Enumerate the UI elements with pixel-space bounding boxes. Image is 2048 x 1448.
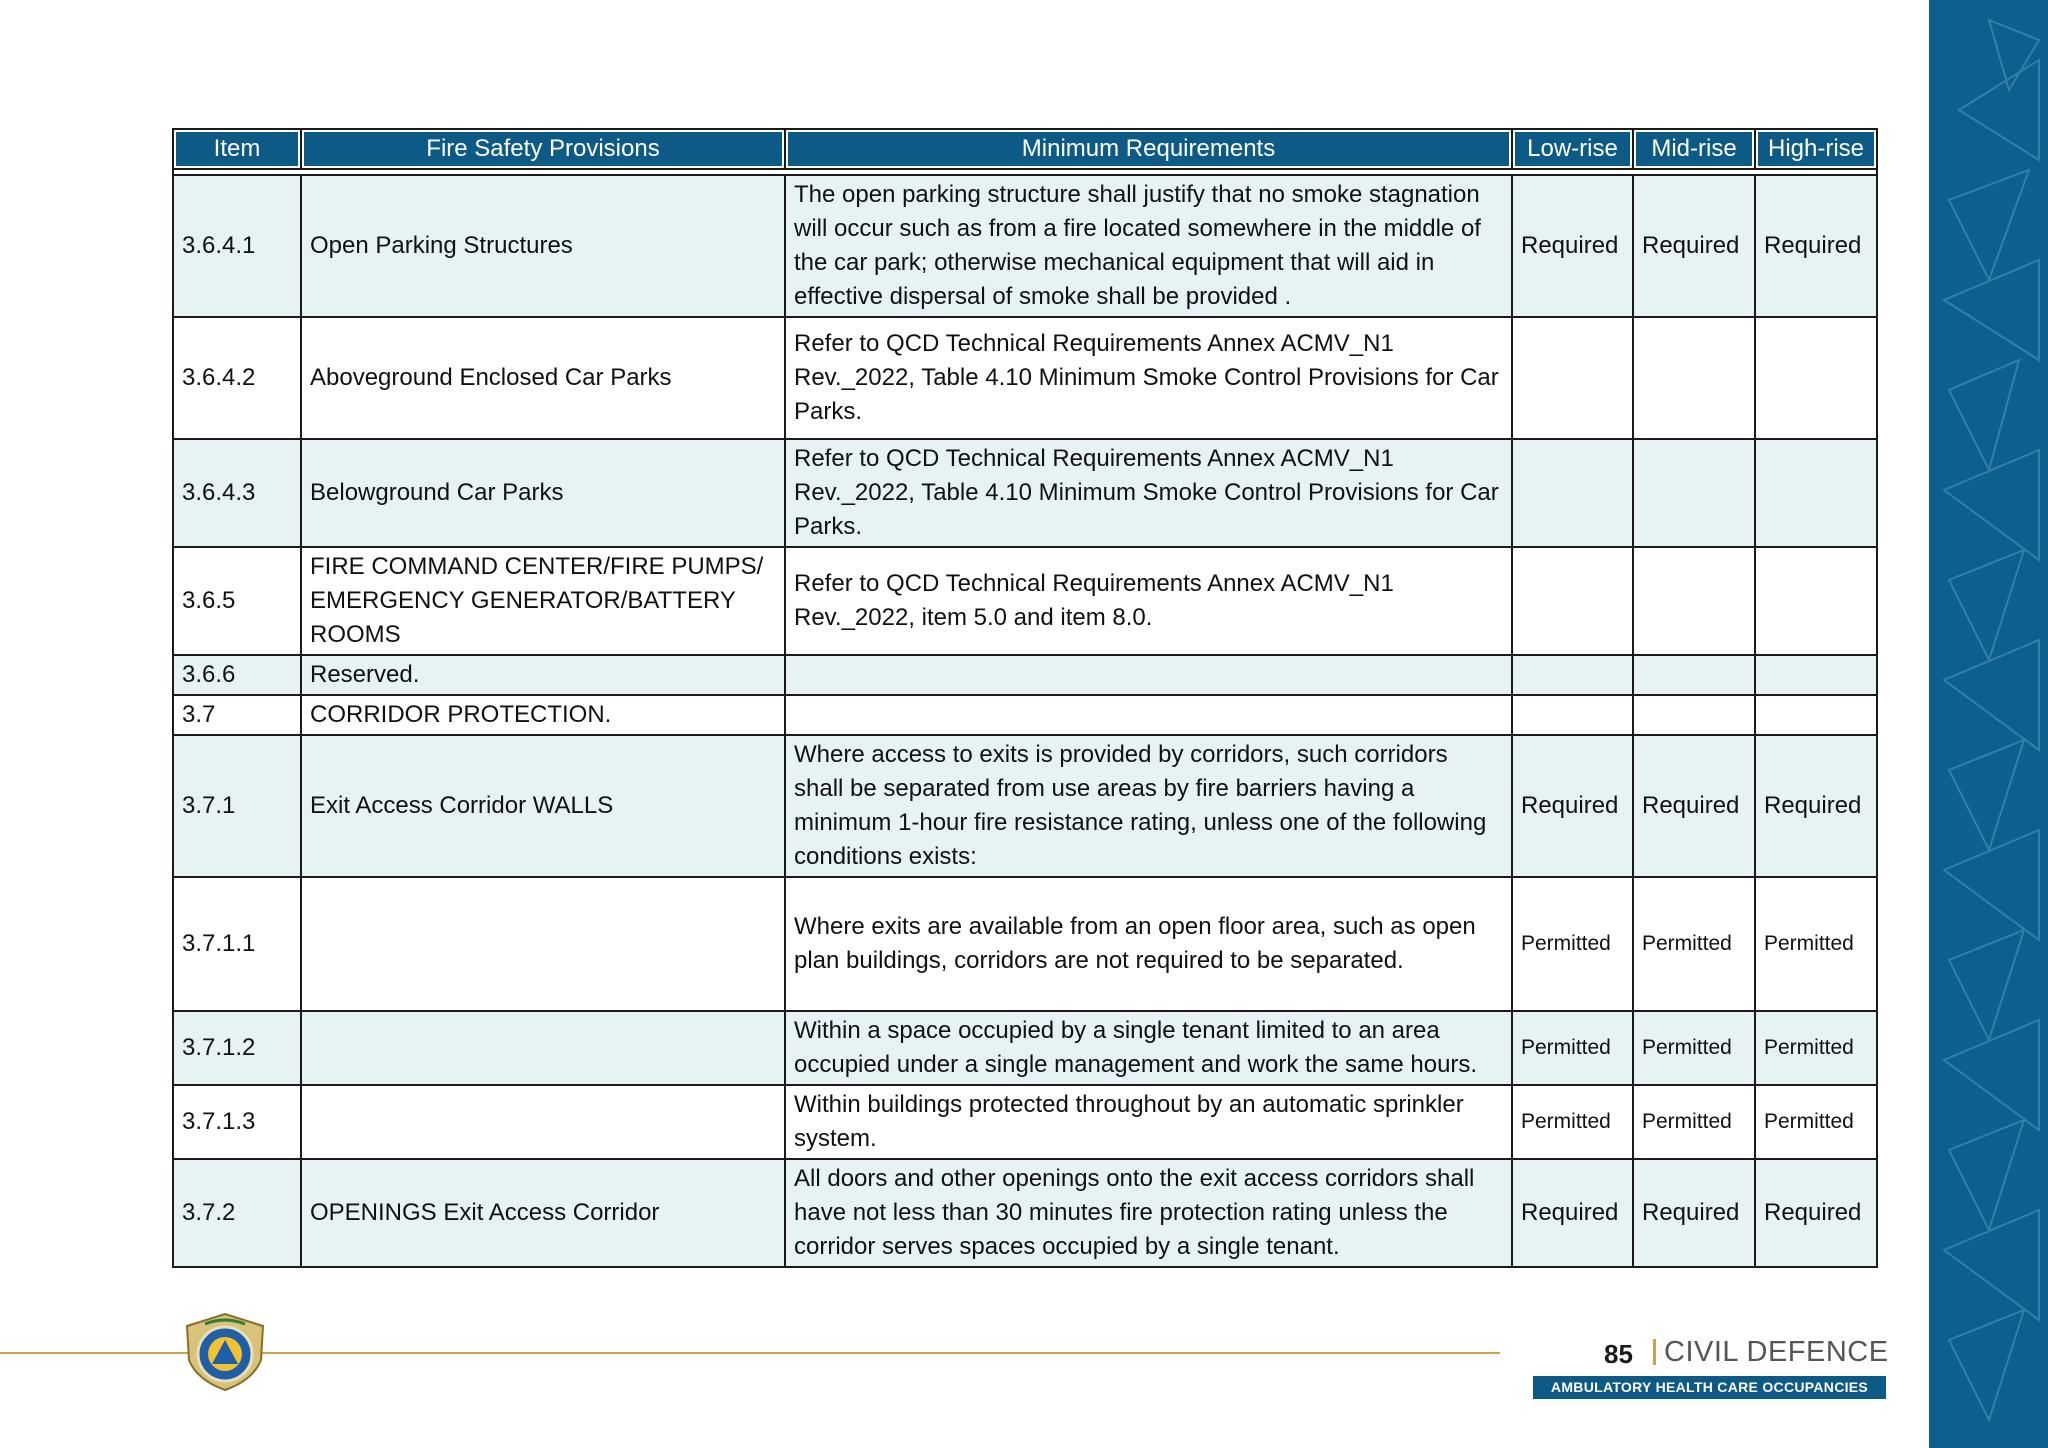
high-rise-cell: Permitted bbox=[1755, 1085, 1877, 1159]
item-cell: 3.6.6 bbox=[173, 655, 301, 695]
fire-safety-table bbox=[172, 128, 1878, 1268]
item-cell: 3.7.1.1 bbox=[173, 877, 301, 1011]
provision-cell: OPENINGS Exit Access Corridor bbox=[301, 1159, 785, 1267]
mid-rise-cell bbox=[1633, 655, 1755, 695]
side-decorative-band bbox=[1929, 0, 2048, 1448]
table-header-row bbox=[173, 129, 1877, 169]
table-row bbox=[173, 655, 1877, 695]
header-high-rise: High-rise bbox=[1755, 129, 1877, 169]
civil-defence-emblem-icon bbox=[183, 1312, 267, 1392]
low-rise-cell bbox=[1512, 547, 1633, 655]
header-requirements: Minimum Requirements bbox=[785, 129, 1512, 169]
mid-rise-cell bbox=[1633, 695, 1755, 735]
mid-rise-cell: Required bbox=[1633, 735, 1755, 877]
provision-cell: Aboveground Enclosed Car Parks bbox=[301, 317, 785, 439]
high-rise-cell: Required bbox=[1755, 1159, 1877, 1267]
provision-cell bbox=[301, 877, 785, 1011]
low-rise-cell: Permitted bbox=[1512, 877, 1633, 1011]
table-row bbox=[173, 175, 1877, 317]
fire-safety-table-container bbox=[172, 128, 1876, 1268]
requirement-cell: Refer to QCD Technical Requirements Annex ACMV_N1 Rev._2022, Table 4.10 Minimum Smoke Control Provisions for Car Parks. bbox=[785, 439, 1512, 547]
provision-cell: Open Parking Structures bbox=[301, 175, 785, 317]
requirement-cell: Within a space occupied by a single tenant limited to an area occupied under a single management and work the same hours. bbox=[785, 1011, 1512, 1085]
provision-cell: CORRIDOR PROTECTION. bbox=[301, 695, 785, 735]
mid-rise-cell: Required bbox=[1633, 175, 1755, 317]
low-rise-cell bbox=[1512, 439, 1633, 547]
low-rise-cell: Required bbox=[1512, 175, 1633, 317]
document-subtitle: AMBULATORY HEALTH CARE OCCUPANCIES bbox=[1533, 1376, 1886, 1399]
high-rise-cell: Required bbox=[1755, 735, 1877, 877]
provision-cell: Belowground Car Parks bbox=[301, 439, 785, 547]
item-cell: 3.6.4.1 bbox=[173, 175, 301, 317]
provision-cell: FIRE COMMAND CENTER/FIRE PUMPS/ EMERGENCY GENERATOR/BATTERY ROOMS bbox=[301, 547, 785, 655]
table-row bbox=[173, 877, 1877, 1011]
table-row bbox=[173, 1159, 1877, 1267]
low-rise-cell bbox=[1512, 317, 1633, 439]
requirement-cell bbox=[785, 655, 1512, 695]
table-row bbox=[173, 1011, 1877, 1085]
item-cell: 3.7.1 bbox=[173, 735, 301, 877]
item-cell: 3.6.5 bbox=[173, 547, 301, 655]
table-row bbox=[173, 317, 1877, 439]
header-item: Item bbox=[173, 129, 301, 169]
high-rise-cell: Required bbox=[1755, 175, 1877, 317]
high-rise-cell bbox=[1755, 439, 1877, 547]
item-cell: 3.6.4.2 bbox=[173, 317, 301, 439]
header-provisions: Fire Safety Provisions bbox=[301, 129, 785, 169]
low-rise-cell bbox=[1512, 695, 1633, 735]
triangle-pattern-icon bbox=[1929, 0, 2048, 1448]
table-row bbox=[173, 439, 1877, 547]
requirement-cell: Refer to QCD Technical Requirements Annex ACMV_N1 Rev._2022, Table 4.10 Minimum Smoke Control Provisions for Car Parks. bbox=[785, 317, 1512, 439]
low-rise-cell: Permitted bbox=[1512, 1011, 1633, 1085]
mid-rise-cell bbox=[1633, 439, 1755, 547]
provision-cell: Reserved. bbox=[301, 655, 785, 695]
item-cell: 3.7.1.2 bbox=[173, 1011, 301, 1085]
high-rise-cell bbox=[1755, 547, 1877, 655]
requirement-cell: Within buildings protected throughout by an automatic sprinkler system. bbox=[785, 1085, 1512, 1159]
page-number: 85 bbox=[1604, 1339, 1633, 1369]
requirement-cell: The open parking structure shall justify that no smoke stagnation will occur such as from a fire located somewhere in the middle of the car park; otherwise mechanical equipment that will aid in effective dispersal of smoke shall be provided . bbox=[785, 175, 1512, 317]
item-cell: 3.7 bbox=[173, 695, 301, 735]
mid-rise-cell: Required bbox=[1633, 1159, 1755, 1267]
high-rise-cell bbox=[1755, 317, 1877, 439]
requirement-cell: Where access to exits is provided by corridors, such corridors shall be separated from use areas by fire barriers having a minimum 1-hour fire resistance rating, unless one of the following conditions exists: bbox=[785, 735, 1512, 877]
mid-rise-cell: Permitted bbox=[1633, 1085, 1755, 1159]
header-mid-rise: Mid-rise bbox=[1633, 129, 1755, 169]
table-row bbox=[173, 1085, 1877, 1159]
item-cell: 3.6.4.3 bbox=[173, 439, 301, 547]
provision-cell: Exit Access Corridor WALLS bbox=[301, 735, 785, 877]
mid-rise-cell: Permitted bbox=[1633, 1011, 1755, 1085]
mid-rise-cell bbox=[1633, 547, 1755, 655]
low-rise-cell: Required bbox=[1512, 735, 1633, 877]
organization-name: CIVIL DEFENCE bbox=[1664, 1336, 1889, 1368]
low-rise-cell: Permitted bbox=[1512, 1085, 1633, 1159]
requirement-cell: All doors and other openings onto the exit access corridors shall have not less than 30 minutes fire protection rating unless the corridor serves spaces occupied by a single tenant. bbox=[785, 1159, 1512, 1267]
provision-cell bbox=[301, 1085, 785, 1159]
header-low-rise: Low-rise bbox=[1512, 129, 1633, 169]
mid-rise-cell bbox=[1633, 317, 1755, 439]
high-rise-cell bbox=[1755, 695, 1877, 735]
provision-cell bbox=[301, 1011, 785, 1085]
requirement-cell bbox=[785, 695, 1512, 735]
table-row bbox=[173, 547, 1877, 655]
footer-separator bbox=[1653, 1339, 1656, 1365]
low-rise-cell bbox=[1512, 655, 1633, 695]
high-rise-cell: Permitted bbox=[1755, 1011, 1877, 1085]
requirement-cell: Refer to QCD Technical Requirements Annex ACMV_N1 Rev._2022, item 5.0 and item 8.0. bbox=[785, 547, 1512, 655]
table-row bbox=[173, 695, 1877, 735]
item-cell: 3.7.1.3 bbox=[173, 1085, 301, 1159]
requirement-cell: Where exits are available from an open floor area, such as open plan buildings, corridors are not required to be separated. bbox=[785, 877, 1512, 1011]
high-rise-cell bbox=[1755, 655, 1877, 695]
low-rise-cell: Required bbox=[1512, 1159, 1633, 1267]
high-rise-cell: Permitted bbox=[1755, 877, 1877, 1011]
mid-rise-cell: Permitted bbox=[1633, 877, 1755, 1011]
table-row bbox=[173, 735, 1877, 877]
item-cell: 3.7.2 bbox=[173, 1159, 301, 1267]
